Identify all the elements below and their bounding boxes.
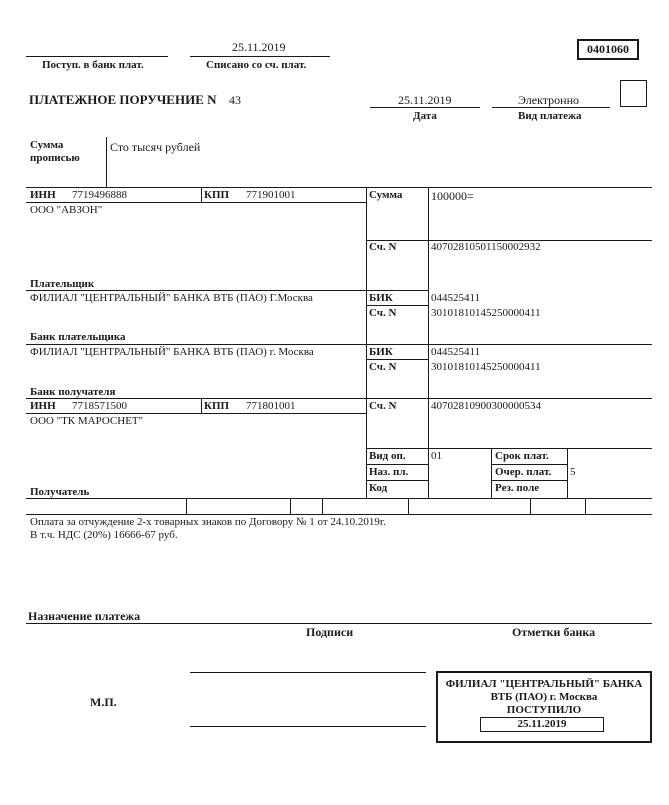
payment-kind-label: Вид платежа — [518, 110, 582, 122]
payer-bank-name: ФИЛИАЛ "ЦЕНТРАЛЬНЫЙ" БАНКА ВТБ (ПАО) Г.Москва — [30, 292, 313, 304]
payment-purpose-code-label: Наз. пл. — [369, 466, 409, 478]
debited-label: Списано со сч. плат. — [206, 59, 307, 71]
sum-label: Сумма — [369, 189, 403, 201]
amount-words-label-1: Сумма — [30, 139, 64, 151]
form-code: 0401060 — [577, 39, 639, 60]
payer-bank-account-label: Сч. N — [369, 307, 397, 319]
payer-account-label: Сч. N — [369, 241, 397, 253]
payer-bank-account: 30101810145250000411 — [431, 307, 541, 319]
payee-bank-account: 30101810145250000411 — [431, 361, 541, 373]
bank-stamp-date: 25.11.2019 — [480, 717, 604, 732]
payee-account: 40702810900300000534 — [431, 400, 541, 412]
purpose-label: Назначение платежа — [28, 609, 141, 623]
priority-value: 5 — [570, 466, 576, 478]
priority-label: Очер. плат. — [495, 466, 552, 478]
payer-bik-label: БИК — [369, 292, 393, 304]
signatures-label: Подписи — [306, 625, 354, 639]
payer-account: 40702810501150002932 — [431, 241, 541, 253]
bank-stamp-line-3: ПОСТУПИЛО — [506, 704, 582, 716]
payee-kpp: 771801001 — [246, 400, 296, 412]
amount-words: Сто тысяч рублей — [110, 140, 201, 154]
payee-bik-label: БИК — [369, 346, 393, 358]
purpose-line-2: В т.ч. НДС (20%) 16666-67 руб. — [30, 529, 178, 541]
payee-bank-label: Банк получателя — [30, 386, 116, 398]
bank-stamp-line-1: ФИЛИАЛ "ЦЕНТРАЛЬНЫЙ" БАНКА — [445, 678, 643, 690]
op-type-label: Вид оп. — [369, 450, 406, 462]
document-title: ПЛАТЕЖНОЕ ПОРУЧЕНИЕ N — [29, 92, 217, 107]
reserve-field-label: Рез. поле — [495, 482, 540, 494]
payee-name: ООО "ТК МАРОСНЕТ" — [30, 415, 144, 427]
purpose-line-1: Оплата за отчуждение 2-х товарных знаков по Договору № 1 от 24.10.2019г. — [30, 516, 386, 528]
payer-inn: 7719496888 — [72, 189, 127, 201]
payer-kpp-label: КПП — [204, 189, 230, 201]
date-label: Дата — [413, 110, 437, 122]
payee-inn-label: ИНН — [30, 400, 56, 412]
payer-bank-label: Банк плательщика — [30, 331, 126, 343]
payee-bik: 044525411 — [431, 346, 481, 358]
payer-name: ООО "АВЗОН" — [30, 204, 103, 216]
stamp-place-label: М.П. — [90, 695, 117, 709]
op-type: 01 — [431, 450, 442, 462]
payment-kind: Электронно — [518, 93, 579, 107]
received-in-bank-label: Поступ. в банк плат. — [42, 59, 144, 71]
document-date: 25.11.2019 — [398, 93, 452, 107]
payee-inn: 7718571500 — [72, 400, 127, 412]
payee-bank-name: ФИЛИАЛ "ЦЕНТРАЛЬНЫЙ" БАНКА ВТБ (ПАО) г. Москва — [30, 346, 314, 358]
payee-label: Получатель — [30, 486, 90, 498]
payee-bank-account-label: Сч. N — [369, 361, 397, 373]
payer-inn-label: ИНН — [30, 189, 56, 201]
bank-marks-label: Отметки банка — [512, 625, 596, 639]
payer-status-box[interactable] — [620, 80, 647, 107]
payee-account-label: Сч. N — [369, 400, 397, 412]
payment-term-label: Срок плат. — [495, 450, 549, 462]
payer-bik: 044525411 — [431, 292, 481, 304]
document-number: 43 — [229, 93, 241, 107]
payee-kpp-label: КПП — [204, 400, 230, 412]
debited-date: 25.11.2019 — [232, 40, 286, 54]
bank-stamp-line-2: ВТБ (ПАО) г. Москва — [490, 691, 598, 703]
payer-kpp: 771901001 — [246, 189, 296, 201]
payer-label: Плательщик — [30, 278, 95, 290]
sum-value: 100000= — [431, 189, 474, 203]
code-label: Код — [369, 482, 388, 494]
amount-words-label-2: прописью — [30, 152, 80, 164]
